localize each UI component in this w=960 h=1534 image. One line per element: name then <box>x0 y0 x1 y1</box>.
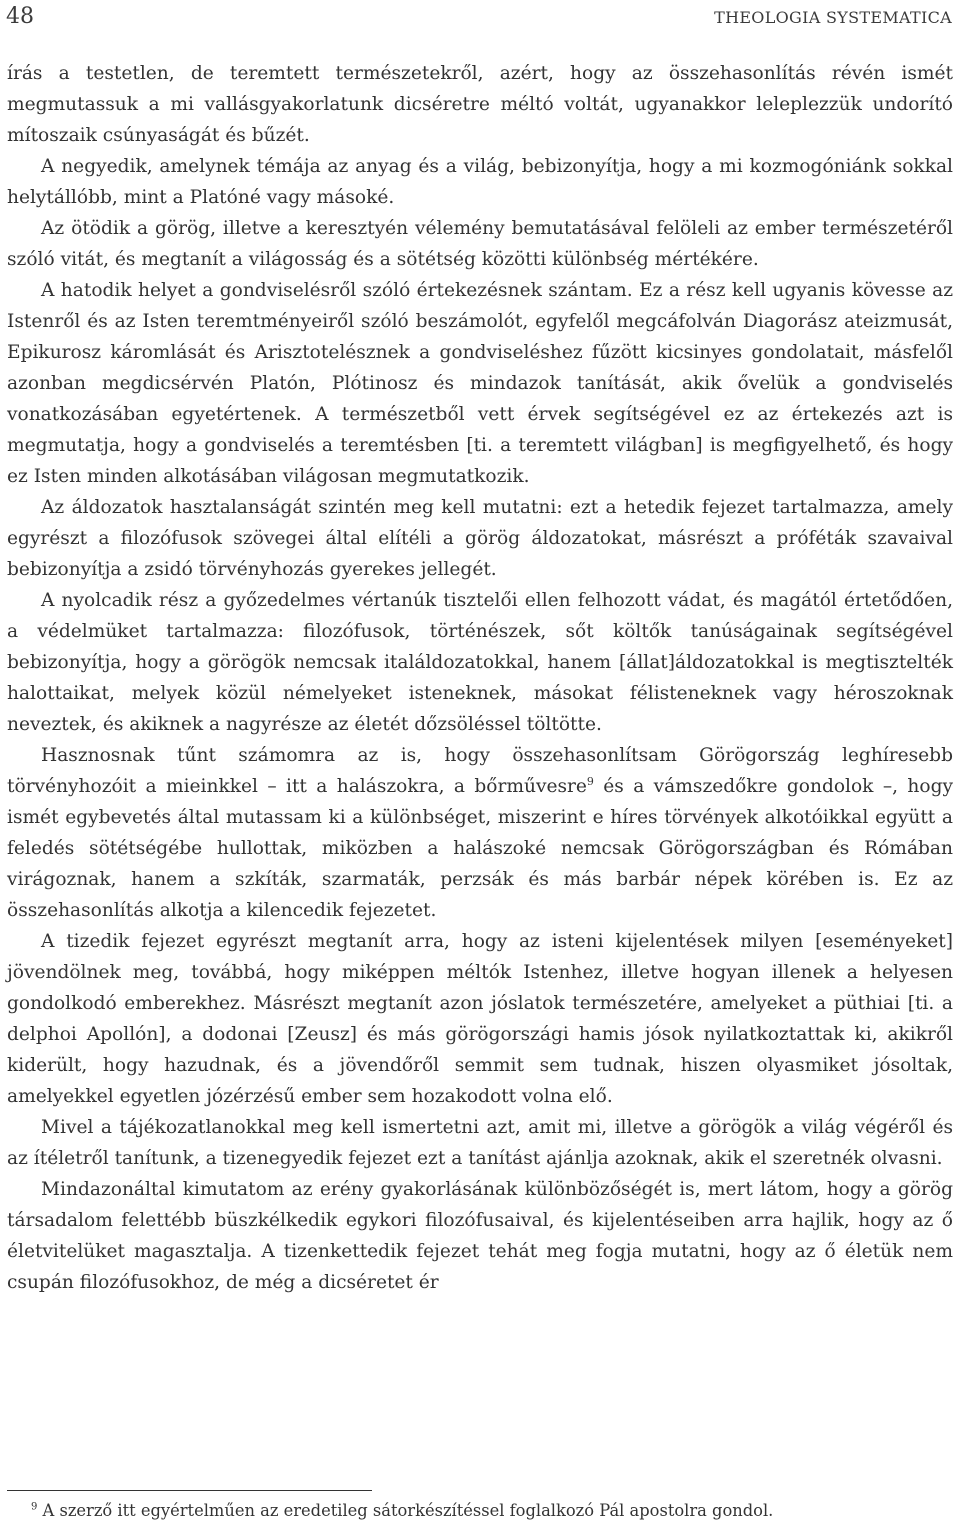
page-header <box>0 0 960 34</box>
footnote-reference[interactable]: 9 <box>586 774 594 788</box>
running-head: THEOLOGIA SYSTEMATICA <box>714 8 952 27</box>
footnote-divider <box>7 1490 372 1491</box>
paragraph: Az áldozatok hasztalanságát szintén meg kell mutatni: ezt a hetedik fejezet tartalmazza, amely egyrészt a filozófusok szövegei által elítéli a görög áldozatokat, másrészt a próféták szavaival bebizonyítja a zsidó törvényhozás gyerekes jellegét. <box>7 497 953 580</box>
paragraph: Mindazonáltal kimutatom az erény gyakorlásának különbözőségét is, mert látom, hogy a görög társadalom felettébb büszkélkedik egykori filozófusaival, és kijelentéseiben arra hajlik, hogy az ő életvitelüket magasztalja. A tizenkettedik fejezet tehát meg fogja mutatni, hogy az ő életük nem csupán filozófusokhoz, de még a dicséretet ér <box>7 1179 953 1293</box>
paragraph: Mivel a tájékozatlanokkal meg kell ismertetni azt, amit mi, illetve a görögök a világ végéről és az ítéletről tanítunk, a tizenegyedik fejezet ezt a tanítást ajánlja azoknak, akik el szeretnék olvasni. <box>7 1117 953 1169</box>
paragraph-text: Hasznosnak tűnt számomra az is, hogy összehasonlítsam Görögország leghíresebb törvényhozóit a mieinkkel – itt a halászokra, a bőrművesre <box>7 745 953 797</box>
paragraph: írás a testetlen, de teremtett természetekről, azért, hogy az összehasonlítás révén ismét megmutassuk a mi vallásgyakorlatunk dicséretre méltó voltát, ugyanakkor leleplezzük undorító mítoszaik csúnyaságát és bűzét. <box>7 63 953 146</box>
paragraph-with-footnote <box>7 740 953 926</box>
footnote-text: A szerző itt egyértelműen az eredetileg sátorkészítéssel foglalkozó Pál apostolra gondol. <box>37 1501 774 1520</box>
paragraph: A tizedik fejezet egyrészt megtanít arra, hogy az isteni kijelentések milyen [eseményeket] jövendölnek meg, továbbá, hogy miképpen méltók Istenhez, illetve hogyan illenek a helyesen gondolkodó emberekhez. Másrészt megtanít azon jóslatok természetére, amelyeket a püthiai [ti. a delphoi Apollón], a dodonai [Zeusz] és más görögországi hamis jósok nyilatkoztattak ki, akikről kiderült, hogy hazudnak, és a jövendőről semmit sem tudnak, hiszen olyasmiket jósoltak, amelyekkel egyetlen józérzésű ember sem hozakodott volna elő. <box>7 931 953 1107</box>
paragraph: A negyedik, amelynek témája az anyag és a világ, bebizonyítja, hogy a mi kozmogóniánk sokkal helytállóbb, mint a Platóné vagy másoké. <box>7 156 953 208</box>
body-text <box>7 58 953 1298</box>
paragraph: Az ötödik a görög, illetve a keresztyén vélemény bemutatásával felöleli az ember természetéről szóló vitát, és megtanít a világosság és a sötétség közötti különbség mértékére. <box>7 218 953 270</box>
footnote <box>7 1500 947 1522</box>
paragraph: A hatodik helyet a gondviselésről szóló értekezésnek szántam. Ez a rész kell ugyanis kövesse az Istenről és az Isten teremtményeiről szóló beszámolót, egyfelől megcáfolván Diagorász ateizmusát, Epikurosz káromlását és Arisztotelésznek a gondviseléshez fűzött kicsinyes gondolatait, másfelől azonban megdicsérvén Platón, Plótinosz és mindazok tanítását, akik ővelük a gondviselés vonatkozásában egyetértenek. A természetből vett érvek segítségével ez az értekezés azt is megmutatja, hogy a gondviselés a teremtésben [ti. a teremtett világban] is megfigyelhető, és hogy ez Isten minden alkotásában világosan megmutatkozik. <box>7 280 953 487</box>
paragraph: A nyolcadik rész a győzedelmes vértanúk tisztelői ellen felhozott vádat, és magától értetődően, a védelmüket tartalmazza: filozófusok, történészek, sőt költők tanúságainak segítségével bebizonyítja, hogy a görögök nemcsak italáldozatokkal, hanem [állat]áldozatokkal is megtisztelték halottaikat, melyek közül némelyeket isteneknek, másokat félisteneknek vagy héroszoknak neveztek, és akiknek a nagyrésze az életét dőzsöléssel töltötte. <box>7 590 953 735</box>
paragraph-text: és a vámszedőkre gondolok –, hogy ismét egybevetés által mutassam ki a különbséget, miszerint e híres törvények alkotóikkal együtt a feledés sötétségébe hullottak, miközben a halászoké nemcsak Görögországban és Rómában virágoznak, hanem a szkíták, szarmaták, perzsák és más barbár népek körében is. Ez az összehasonlítás alkotja a kilencedik fejezetet. <box>7 776 953 921</box>
footnote-marker: 9 <box>31 1501 38 1513</box>
page-number: 48 <box>6 4 34 29</box>
